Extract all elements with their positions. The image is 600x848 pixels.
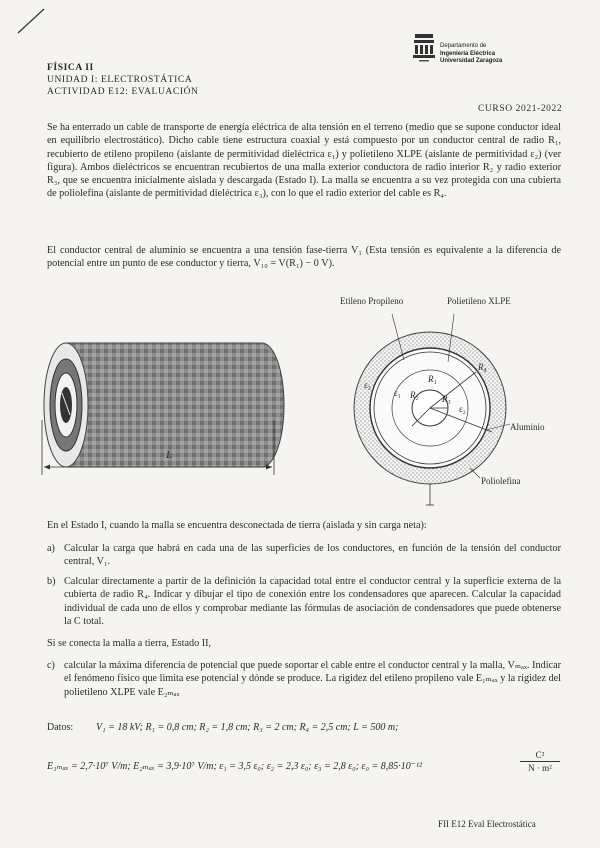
label-r3: R₃ bbox=[442, 394, 451, 404]
intro-paragraph: Se ha enterrado un cable de transporte de energía eléctrica de alta tensión en el terreno (medio que se supone conductor ideal en equilibrio electrostático). Dicho cable tiene estructura coaxial y está compuesto por un conductor central de radio R₁, recubierto de etileno propileno (aislante de permitividad dieléctrica ε₁) y polietileno XLPE (aislante de permitividad ε₂) (ver figura). Ambos dieléctricos se encuentran recubiertos de una malla exterior conductora de radio interior R₂ y radio exterior R₃, que se encuentra inicialmente aislada y descargada (Estado I). La malla se encuentra a su vez protegida con una cubierta de poliolefina (aislante de permitividad dieléctrica ε₃), con lo que el radio exterior del cable es R₄. bbox=[47, 122, 561, 200]
question-label: b) bbox=[47, 576, 56, 587]
question-a: Calcular la carga que habrá en cada una de las superficies de los conductores, en función de la tensión del conductor central, V₁. bbox=[64, 543, 561, 568]
unit-denominator: N · m² bbox=[528, 763, 552, 773]
course-title: FÍSICA II bbox=[47, 63, 94, 73]
department-line: Ingeniería Eléctrica bbox=[440, 50, 496, 57]
university-logo-icon bbox=[412, 33, 436, 63]
label-e2: ε₂ bbox=[459, 404, 466, 414]
label-etileno: Etileno Propileno bbox=[340, 296, 404, 306]
length-label: L bbox=[166, 449, 173, 461]
intro-paragraph-2: El conductor central de aluminio se encuentra a una tensión fase-tierra V₁ (Esta tensión es equivalente a la diferencia de potencial entre un punto de ese conductor y tierra, V₁₀ = V(R₁) − 0 V). bbox=[47, 245, 561, 270]
question-label: a) bbox=[47, 543, 55, 554]
department-line: Departamento de bbox=[440, 43, 487, 49]
question-label: c) bbox=[47, 660, 55, 671]
label-xlpe: Polietileno XLPE bbox=[447, 296, 511, 306]
course-year: CURSO 2021-2022 bbox=[478, 104, 563, 114]
label-r2: R₂ bbox=[410, 390, 419, 400]
data-label: Datos: bbox=[47, 722, 74, 733]
label-r1: R₁ bbox=[428, 374, 437, 384]
footer: FII E12 Eval Electrostática bbox=[438, 819, 536, 829]
label-r4: R₄ bbox=[478, 362, 487, 372]
course-header bbox=[47, 62, 199, 98]
data-line-1: V₁ = 18 kV; R₁ = 0,8 cm; R₂ = 1,8 cm; R₃ = 2 cm; R₄ = 2,5 cm; L = 500 m; bbox=[96, 722, 399, 733]
data-line-2: E₁ₘₐₓ = 2,7·10⁷ V/m; E₂ₘₐₓ = 3,9·10⁷ V/m; ε₁ = 3,5 ε₀; ε₂ = 2,3 ε₀; ε₃ = 2,8 ε₀; ε₀ = 8,85·10⁻¹² bbox=[47, 761, 422, 772]
state2-intro: Si se conecta la malla a tierra, Estado II, bbox=[47, 638, 212, 649]
department-line: Universidad Zaragoza bbox=[440, 58, 503, 64]
pen-mark bbox=[14, 6, 48, 36]
department-block bbox=[440, 43, 502, 66]
label-e1: ε₁ bbox=[394, 388, 401, 398]
unit-title: UNIDAD I: ELECTROSTÁTICA bbox=[47, 75, 193, 85]
question-c: calcular la máxima diferencia de potencial que puede soportar el cable entre el conductor central y la malla, Vₘₐₓ. Indicar el fenómeno físico que limita ese potencial y dónde se produce. La rigidez del etileno propileno vale E₁ₘₐₓ y la rigidez del polietileno XLPE vale E₂ₘₐₓ bbox=[64, 660, 562, 698]
activity-title: ACTIVIDAD E12: EVALUACIÓN bbox=[47, 87, 199, 97]
cable-side-figure bbox=[40, 325, 290, 485]
label-poliolefina: Poliolefina bbox=[481, 476, 521, 486]
question-b: Calcular directamente a partir de la definición la capacidad total entre el conductor central y la superficie externa de la cubierta de radio R₄. Indicar y dibujar el tipo de conexión entre los condensadores que aparecen. Calcular la capacidad individual de cada uno de ellos y comprobar mediante las fórmulas de asociación de condensadores que puede obtenerse la C total. bbox=[64, 576, 561, 627]
label-aluminio: Aluminio bbox=[510, 422, 545, 432]
label-e3: ε₃ bbox=[364, 380, 371, 390]
unit-numerator: C² bbox=[520, 750, 560, 762]
state1-intro: En el Estado I, cuando la malla se encuentra desconectada de tierra (aislada y sin carga neta): bbox=[47, 520, 427, 531]
cable-cross-section-figure bbox=[352, 300, 512, 520]
unit-fraction bbox=[520, 750, 560, 773]
